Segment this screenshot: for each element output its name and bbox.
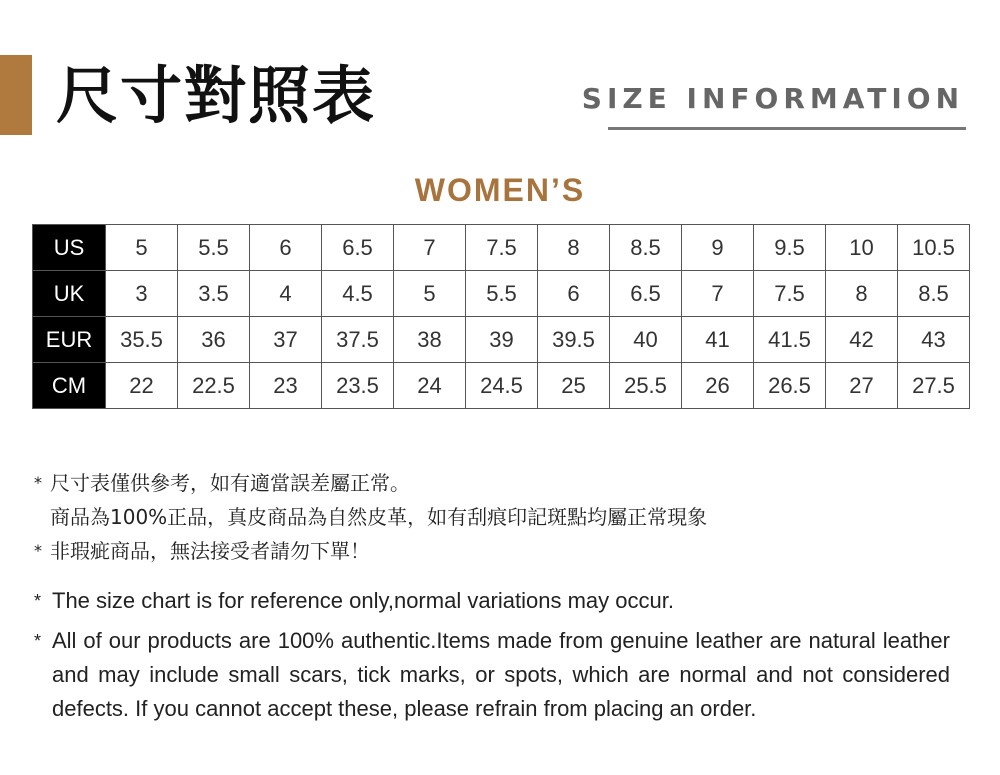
size-cell: 8 bbox=[538, 225, 610, 271]
size-row-eur bbox=[33, 317, 970, 363]
bullet-asterisk: * bbox=[34, 541, 42, 560]
notes-english bbox=[32, 584, 950, 732]
size-cell: 4.5 bbox=[322, 271, 394, 317]
size-cell: 27 bbox=[826, 363, 898, 409]
bullet-asterisk: * bbox=[34, 631, 42, 651]
note-en-text-1: The size chart is for reference only,normal variations may occur. bbox=[52, 588, 674, 613]
size-cell: 23 bbox=[250, 363, 322, 409]
size-cell: 36 bbox=[178, 317, 250, 363]
bullet-asterisk: * bbox=[34, 473, 42, 492]
size-cell: 8 bbox=[826, 271, 898, 317]
size-cell: 40 bbox=[610, 317, 682, 363]
size-cell: 10.5 bbox=[898, 225, 970, 271]
note-cn-text-3: 非瑕疵商品，無法接受者請勿下單！ bbox=[50, 539, 370, 563]
size-cell: 7.5 bbox=[466, 225, 538, 271]
section-heading: WOMEN’S bbox=[414, 172, 586, 208]
size-system-label: UK bbox=[33, 271, 106, 317]
size-cell: 26.5 bbox=[754, 363, 826, 409]
size-cell: 35.5 bbox=[106, 317, 178, 363]
size-system-label: US bbox=[33, 225, 106, 271]
size-cell: 5 bbox=[106, 225, 178, 271]
size-cell: 39.5 bbox=[538, 317, 610, 363]
size-cell: 9.5 bbox=[754, 225, 826, 271]
size-system-label: EUR bbox=[33, 317, 106, 363]
note-en-text-2: All of our products are 100% authentic.Items made from genuine leather are natural leather and may include small scars, tick marks, or spots, which are normal and not considered defects. If you cannot accept these, please refrain from placing an order. bbox=[52, 628, 950, 721]
note-cn-text-2: 商品為100%正品，真皮商品為自然皮革，如有刮痕印記斑點均屬正常現象 bbox=[50, 505, 708, 529]
size-cell: 41.5 bbox=[754, 317, 826, 363]
note-cn-line-2 bbox=[32, 500, 952, 534]
size-cell: 3 bbox=[106, 271, 178, 317]
size-cell: 43 bbox=[898, 317, 970, 363]
size-cell: 6.5 bbox=[610, 271, 682, 317]
size-cell: 3.5 bbox=[178, 271, 250, 317]
size-cell: 5.5 bbox=[178, 225, 250, 271]
size-cell: 7 bbox=[394, 225, 466, 271]
size-cell: 39 bbox=[466, 317, 538, 363]
notes-chinese bbox=[32, 466, 952, 568]
size-cell: 10 bbox=[826, 225, 898, 271]
size-cell: 37 bbox=[250, 317, 322, 363]
note-cn-text-1: 尺寸表僅供參考，如有適當誤差屬正常。 bbox=[50, 471, 410, 495]
size-cell: 5 bbox=[394, 271, 466, 317]
size-cell: 24.5 bbox=[466, 363, 538, 409]
size-cell: 42 bbox=[826, 317, 898, 363]
size-cell: 25.5 bbox=[610, 363, 682, 409]
note-en-item-1 bbox=[32, 584, 950, 618]
size-cell: 4 bbox=[250, 271, 322, 317]
note-en-item-2 bbox=[32, 624, 950, 726]
size-chart-table bbox=[32, 224, 970, 409]
size-cell: 7 bbox=[682, 271, 754, 317]
size-cell: 41 bbox=[682, 317, 754, 363]
size-cell: 37.5 bbox=[322, 317, 394, 363]
page-title: 尺寸對照表 bbox=[56, 59, 377, 132]
size-cell: 23.5 bbox=[322, 363, 394, 409]
accent-bar bbox=[0, 55, 32, 135]
size-row-us bbox=[33, 225, 970, 271]
note-cn-line-1 bbox=[32, 466, 952, 500]
page-subtitle: SIZE INFORMATION bbox=[581, 82, 964, 115]
size-cell: 38 bbox=[394, 317, 466, 363]
size-row-cm bbox=[33, 363, 970, 409]
size-system-label: CM bbox=[33, 363, 106, 409]
size-cell: 6 bbox=[250, 225, 322, 271]
size-cell: 8.5 bbox=[898, 271, 970, 317]
size-cell: 22.5 bbox=[178, 363, 250, 409]
size-cell: 24 bbox=[394, 363, 466, 409]
bullet-asterisk: * bbox=[34, 591, 42, 611]
size-cell: 26 bbox=[682, 363, 754, 409]
size-cell: 9 bbox=[682, 225, 754, 271]
size-cell: 5.5 bbox=[466, 271, 538, 317]
size-cell: 27.5 bbox=[898, 363, 970, 409]
subtitle-underline bbox=[608, 127, 966, 130]
size-cell: 25 bbox=[538, 363, 610, 409]
size-cell: 22 bbox=[106, 363, 178, 409]
size-row-uk bbox=[33, 271, 970, 317]
size-cell: 6.5 bbox=[322, 225, 394, 271]
size-cell: 7.5 bbox=[754, 271, 826, 317]
size-cell: 6 bbox=[538, 271, 610, 317]
size-cell: 8.5 bbox=[610, 225, 682, 271]
note-cn-line-3 bbox=[32, 534, 952, 568]
